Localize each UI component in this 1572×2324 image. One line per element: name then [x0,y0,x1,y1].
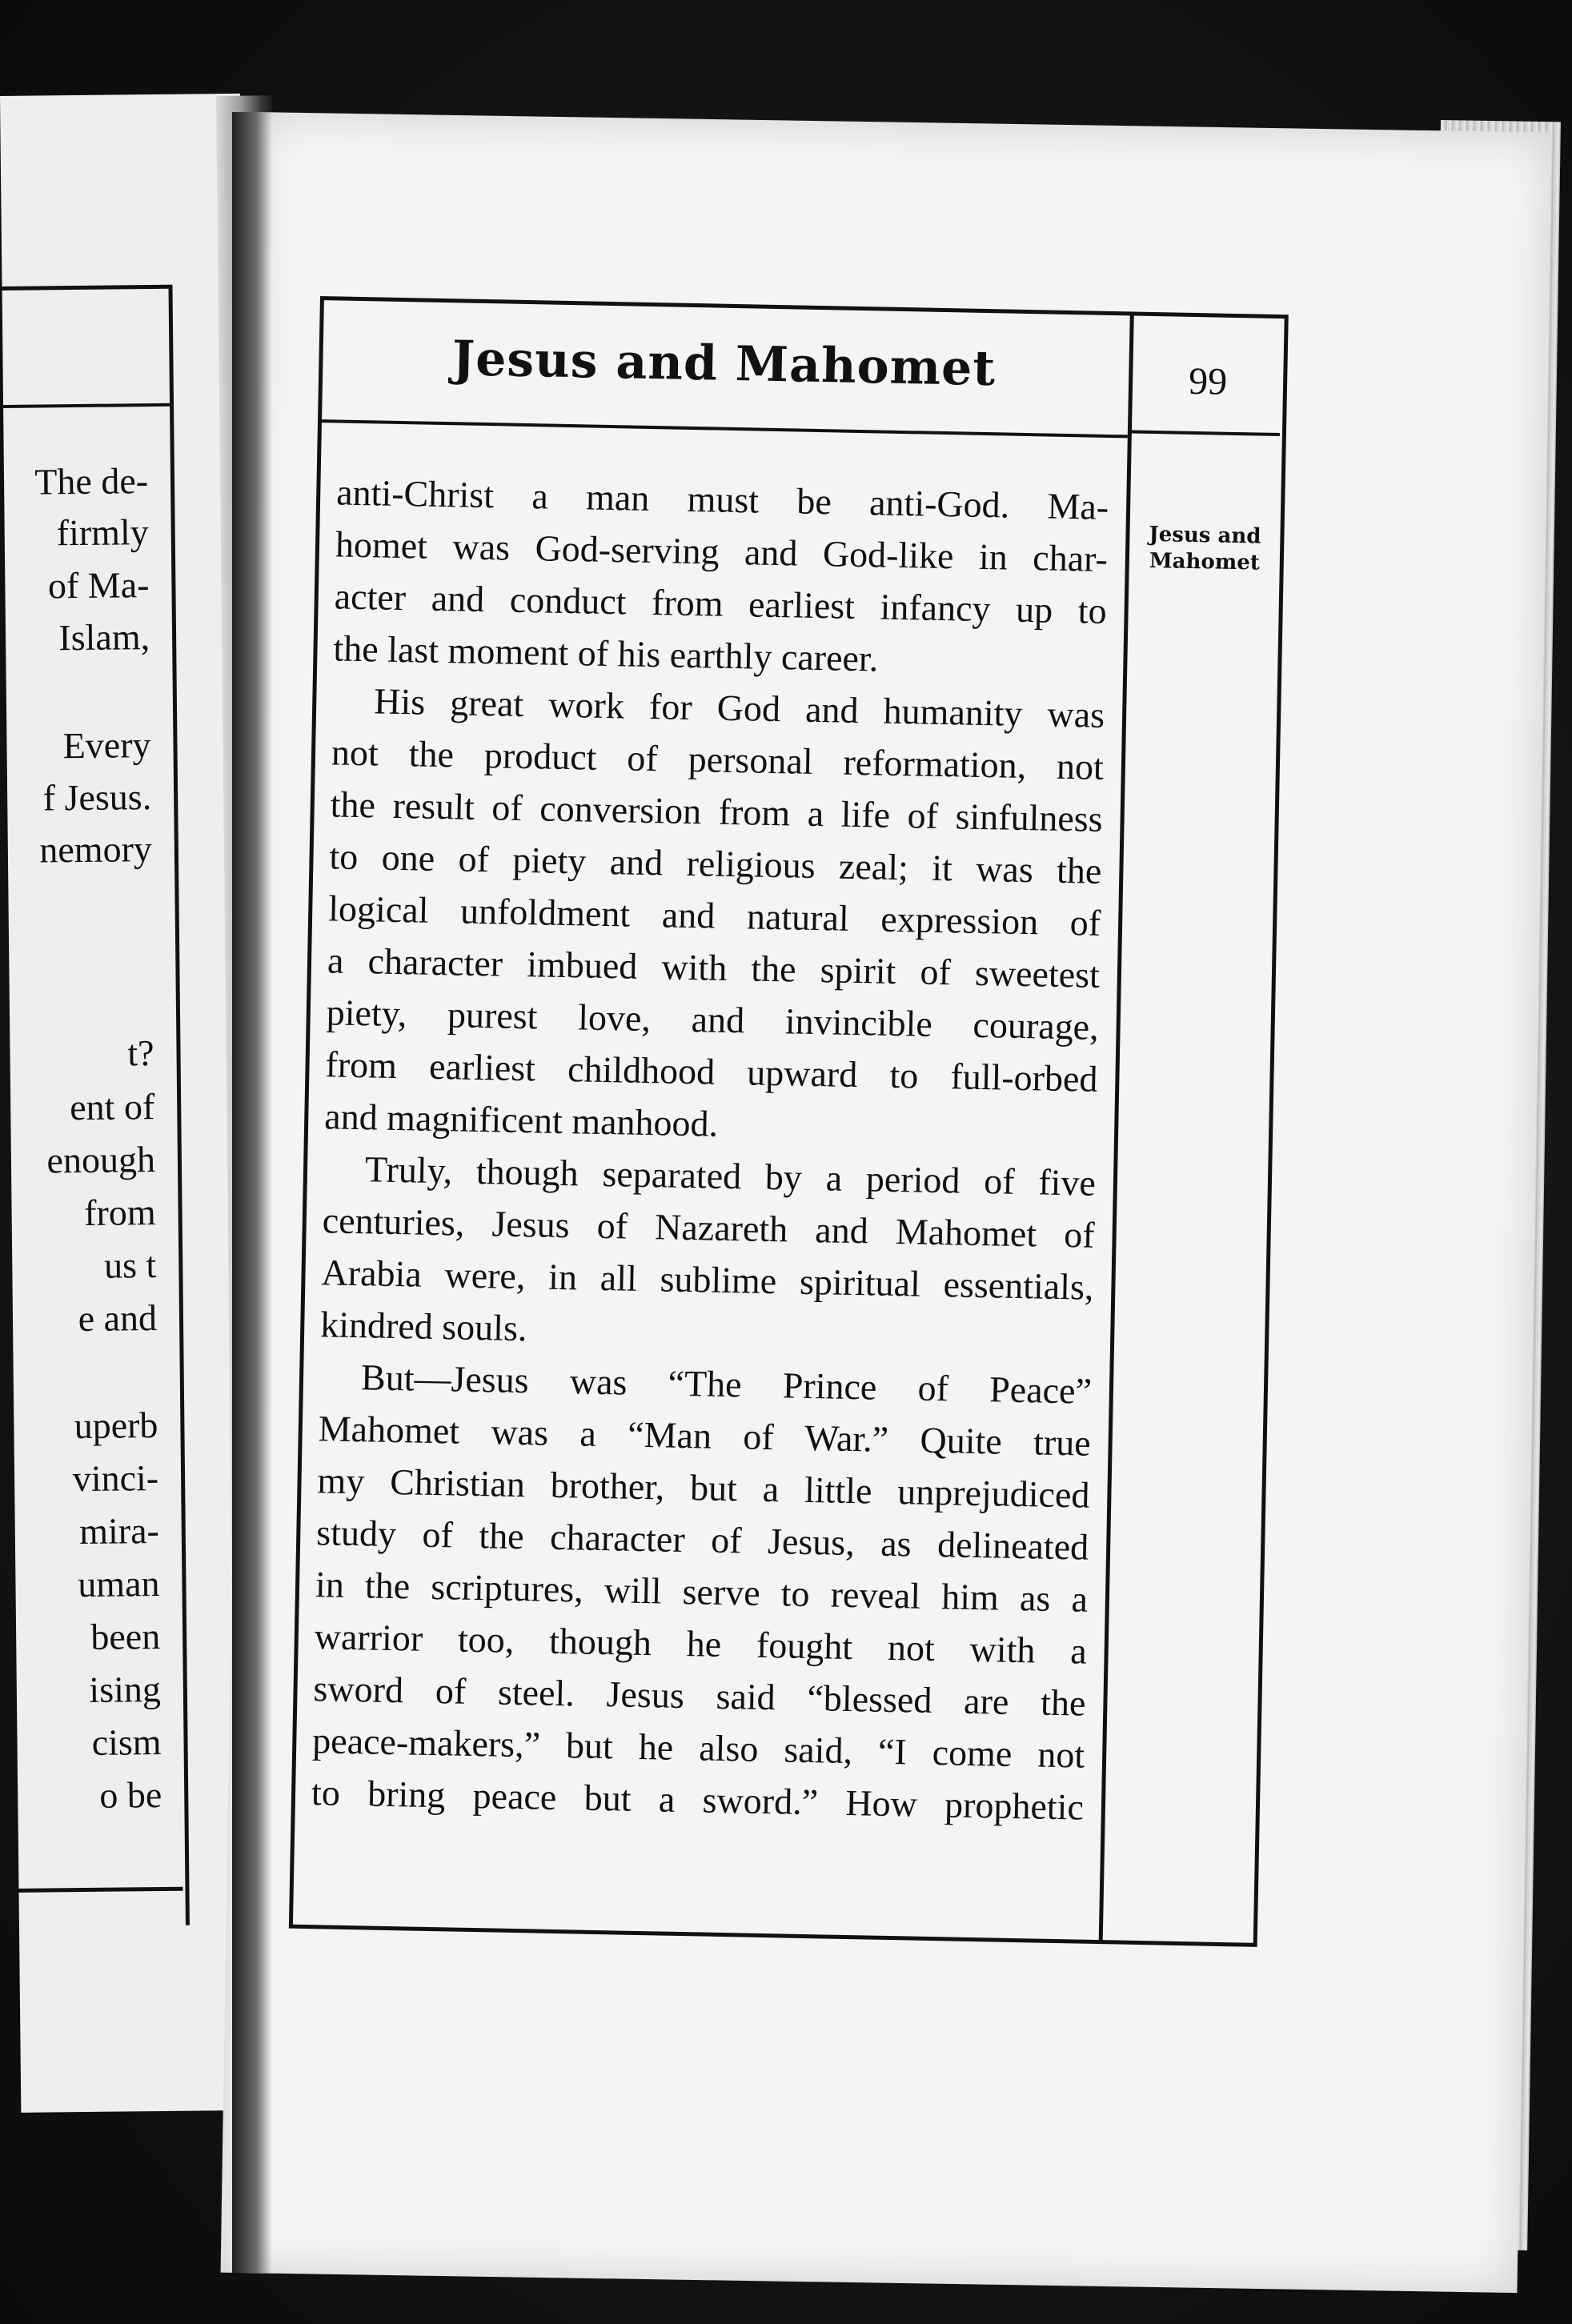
left-frame-bottom-rule [18,1887,182,1893]
left-line: e and [78,1297,158,1340]
text-line: sword of steel. Jesus said “blessed are the [313,1668,1086,1724]
text-line: piety, purest love, and invincible courage, [326,992,1100,1048]
left-line: Every [62,724,151,767]
marginal-note-line: Jesus and [1149,522,1261,549]
marginal-note-line: Mahomet [1149,548,1261,575]
text-line: to one of piety and religious zeal; it was the [329,835,1102,892]
text-line: from earliest childhood upward to full-orbed [325,1044,1098,1100]
left-line: uperb [74,1404,158,1447]
left-line: Islam, [58,616,150,659]
text-line: peace-makers,” but he also said, “I come not [311,1720,1085,1776]
text-line: and magnificent manhood. [323,1096,719,1144]
text-line: in the scriptures, will serve to reveal him as a [315,1564,1089,1620]
text-line: the result of conversion from a life of sinfulness [330,783,1104,839]
text-line: Truly, though separated by a period of five [364,1148,1097,1204]
text-line: logical unfoldment and natural expression of [327,888,1101,944]
text-line: a character imbued with the spirit of sweetest [327,940,1101,996]
left-line: vinci- [72,1457,159,1500]
left-line: t? [127,1032,154,1074]
left-header-rule [3,403,171,408]
text-line: study of the character of Jesus, as delineated [315,1512,1089,1568]
left-line: o be [99,1774,162,1816]
text-line: homet was God-serving and God-like in char- [335,523,1109,579]
left-line: ent of [69,1086,155,1128]
left-line: us t [103,1244,157,1286]
left-line: been [90,1616,161,1657]
text-line: kindred souls. [319,1304,527,1349]
left-line: of Ma- [47,564,150,607]
text-line: Mahomet was a “Man of War.” Quite true [318,1408,1092,1464]
left-line: uman [78,1563,160,1605]
text-line: acter and conduct from earliest infancy up to [334,575,1108,631]
left-line: cism [91,1721,162,1763]
text-line: centuries, Jesus of Nazareth and Mahomet of [322,1200,1096,1256]
text-line: But—Jesus was “The Prince of Peace” [360,1356,1093,1412]
text-line: Arabia were, in all sublime spiritual essentials, [321,1252,1094,1308]
left-frame-right-rule [168,285,189,1925]
left-line: ising [89,1669,162,1710]
left-line: f Jesus. [42,776,152,819]
text-line: to bring peace but a sword.” How prophetic [311,1772,1085,1828]
marginal-note [1129,521,1281,577]
text-line: the last moment of his earthly career. [333,627,879,679]
left-line: from [83,1192,156,1233]
left-frame-top-rule [2,285,170,290]
left-line: enough [46,1139,156,1181]
text-line: warrior too, though he fought not with a [314,1616,1088,1672]
text-line: not the product of personal reformation, not [331,731,1105,787]
left-line: firmly [56,511,149,554]
left-line: nemory [39,828,153,871]
page-text-frame [289,296,1293,1949]
page-number: 99 [1188,359,1228,403]
text-line: my Christian brother, but a little unprejudiced [317,1460,1090,1516]
body-text [311,466,1109,1833]
spine-shadow [232,112,272,2273]
left-line: The de- [34,460,149,503]
text-line: anti-Christ a man must be anti-God. Ma- [335,471,1109,527]
left-line: mira- [78,1510,160,1553]
text-line: His great work for God and humanity was [373,680,1105,735]
running-head: Jesus and Mahomet [451,331,997,398]
